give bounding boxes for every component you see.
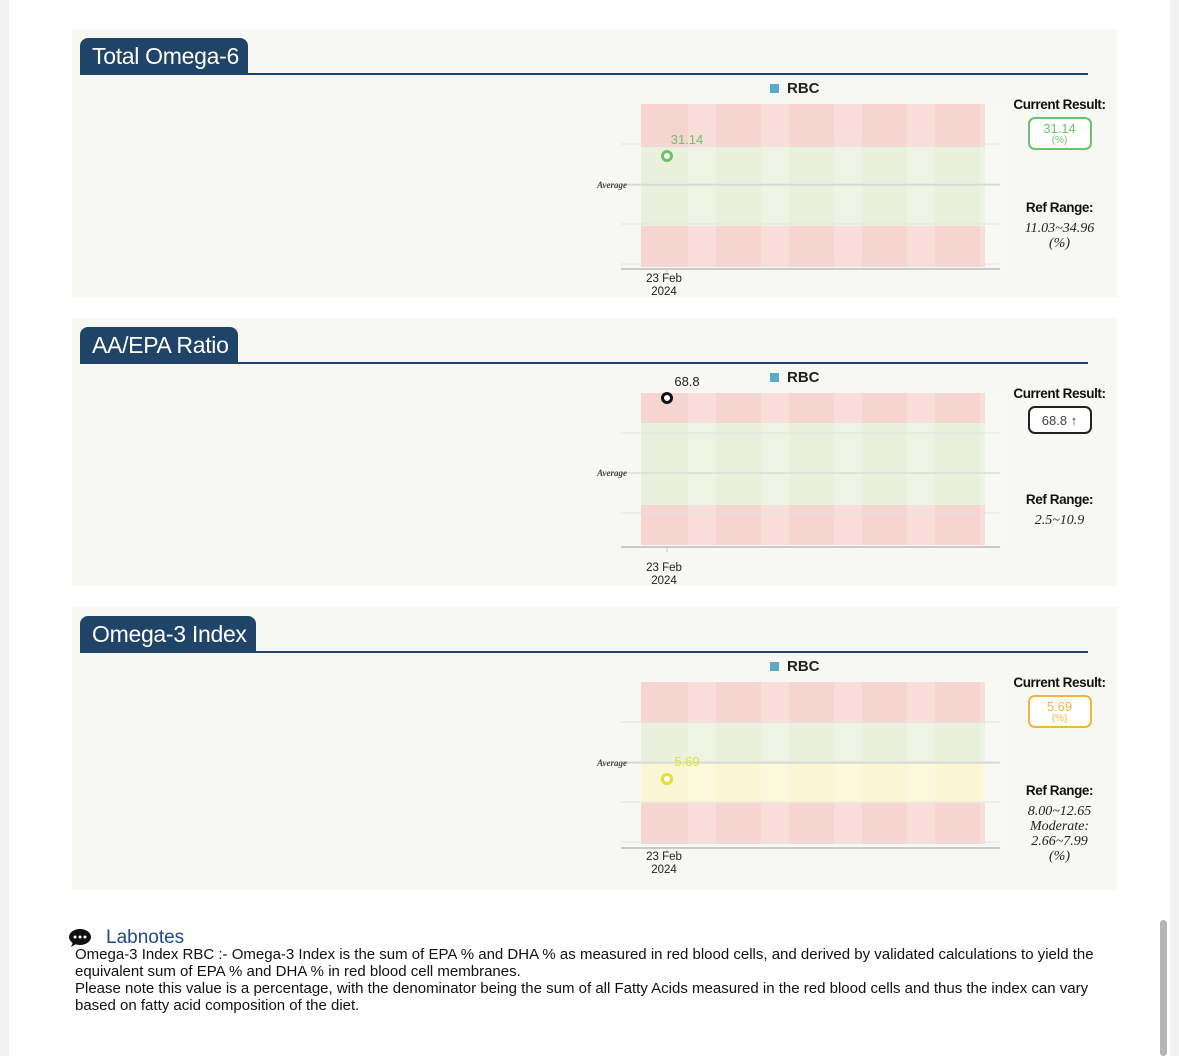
average-label: Average [597, 180, 627, 190]
data-label: 31.14 [670, 132, 704, 147]
ref-range-label: Ref Range: [1025, 492, 1094, 507]
legend[interactable] [770, 80, 820, 97]
x-tick-label: 2024 [651, 286, 677, 297]
x-tick-label: 23 Feb [646, 562, 682, 574]
current-result-box [1028, 695, 1092, 728]
scrollbar-thumb[interactable] [1160, 920, 1167, 1056]
ref-range-line: (%) [1049, 849, 1070, 864]
result-sidebar [1002, 386, 1117, 528]
current-result-value: 31.14 [1043, 121, 1076, 136]
panel-title: Omega-3 Index [80, 616, 256, 652]
legend-label: RBC [787, 658, 820, 675]
ref-range-line: Moderate: [1029, 819, 1090, 834]
grid-stripe [761, 393, 789, 545]
ref-range-text [1002, 513, 1117, 528]
average-label: Average [597, 468, 627, 478]
legend[interactable] [770, 658, 820, 675]
panel-title: Total Omega-6 [80, 38, 248, 74]
current-result-label: Current Result: [1013, 97, 1106, 112]
current-result-label: Current Result: [1013, 675, 1106, 690]
ref-range-text [1002, 221, 1117, 251]
grid-stripe [907, 393, 935, 545]
chat-bubble-icon [68, 928, 92, 948]
current-result-unit: (%) [1051, 713, 1068, 724]
current-result-unit: (%) [1051, 135, 1068, 146]
grid-stripe [688, 393, 716, 545]
labnotes-header [68, 928, 1116, 948]
result-sidebar [1002, 675, 1117, 864]
x-tick-label: 23 Feb [646, 851, 682, 863]
ref-range-line: 8.00~12.65 [1027, 804, 1092, 819]
legend-swatch [770, 373, 779, 382]
chart-total-omega-6 [72, 29, 1117, 297]
panel-total-omega-6 [72, 29, 1117, 297]
current-result-box [1028, 406, 1092, 434]
ref-range-label: Ref Range: [1025, 783, 1094, 798]
x-tick-label: 23 Feb [646, 273, 682, 285]
current-result-box [1028, 117, 1092, 150]
ref-range-line: 2.66~7.99 [1031, 834, 1088, 849]
ref-range-text [1002, 804, 1117, 864]
legend-swatch [770, 84, 779, 93]
chart-omega-3-index [72, 607, 1117, 890]
legend-label: RBC [787, 80, 820, 97]
panel-omega-3-index [72, 607, 1117, 890]
current-result-value: 5.69 [1046, 699, 1073, 714]
legend[interactable] [770, 369, 820, 386]
ref-range-line: 2.5~10.9 [1034, 513, 1085, 528]
labnotes-paragraph: Please note this value is a percentage, with the denominator being the sum of all Fatty Acids measured in the red blood cells and thus the index can vary based on fatty acid composition of the diet. [75, 980, 1089, 1014]
chart-aa-epa-ratio [72, 318, 1117, 586]
legend-swatch [770, 662, 779, 671]
ref-range-line: 11.03~34.96 [1024, 221, 1095, 236]
data-point [663, 775, 672, 784]
data-label: 68.8 [674, 374, 700, 389]
grid-stripe [834, 393, 862, 545]
panel-title: AA/EPA Ratio [80, 327, 238, 363]
result-sidebar [1002, 97, 1117, 251]
data-point [663, 394, 672, 403]
labnotes-title: Labnotes [106, 926, 185, 948]
average-label: Average [597, 758, 627, 768]
ref-range-line: (%) [1049, 236, 1070, 251]
ref-range-label: Ref Range: [1025, 200, 1094, 215]
legend-label: RBC [787, 369, 820, 386]
labnotes [66, 928, 1116, 1014]
x-tick-label: 2024 [651, 864, 677, 876]
labnotes-paragraph: Omega-3 Index RBC :- Omega-3 Index is the sum of EPA % and DHA % as measured in red blood cells, and derived by validated calculations to yield the equivalent sum of EPA % and DHA % in red blood cell membranes. [75, 946, 1094, 980]
current-result-value: 68.8 ↑ [1041, 413, 1078, 428]
x-tick-label: 2024 [651, 575, 677, 586]
data-point [663, 152, 672, 161]
data-label: 5.69 [674, 754, 700, 769]
panel-aa-epa-ratio [72, 318, 1117, 586]
current-result-label: Current Result: [1013, 386, 1106, 401]
